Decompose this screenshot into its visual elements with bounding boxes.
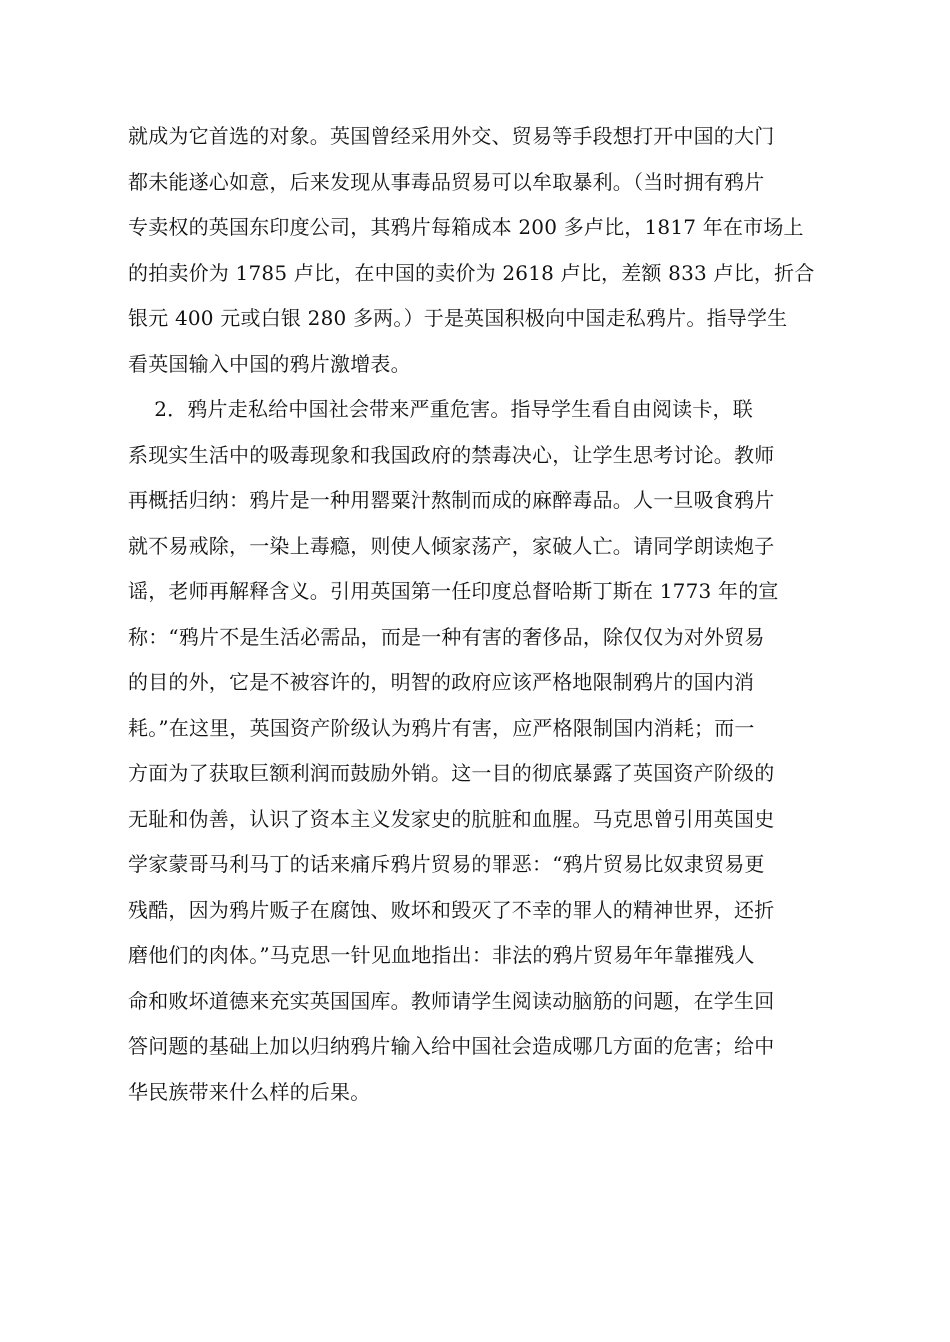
text-line: 命和败坏道德来充实英国国库。教师请学生阅读动脑筋的问题，在学生回 [128,988,775,1013]
text-line: 残酷，因为鸦片贩子在腐蚀、败坏和毁灭了不幸的罪人的精神世界，还折 [128,897,775,922]
text-line: 答问题的基础上加以归纳鸦片输入给中国社会造成哪几方面的危害；给中 [128,1034,775,1058]
text-line: 谣，老师再解释含义。引用英国第一任印度总督哈斯丁斯在 1773 年的宣 [128,579,779,603]
text-line: 银元 400 元或白银 280 多两。）于是英国积极向中国走私鸦片。指导学生 [128,306,788,330]
text-line: 称：“鸦片不是生活必需品，而是一种有害的奢侈品，除仅仅为对外贸易 [128,624,765,649]
text-line: 系现实生活中的吸毒现象和我国政府的禁毒决心，让学生思考讨论。教师 [128,442,775,467]
text-line: 磨他们的肉体。”马克思一针见血地指出：非法的鸦片贸易年年靠摧残人 [128,943,755,967]
text-line: 学家蒙哥马利马丁的话来痛斥鸦片贸易的罪恶：“鸦片贸易比奴隶贸易更 [128,852,765,876]
text-line: 的目的外，它是不被容许的，明智的政府应该严格地限制鸦片的国内消 [128,670,755,694]
text-line: 耗。”在这里，英国资产阶级认为鸦片有害，应严格限制国内消耗；而一 [128,715,755,740]
paragraph-start-line: 2．鸦片走私给中国社会带来严重危害。指导学生看自由阅读卡，联 [128,397,753,421]
text-line: 无耻和伪善，认识了资本主义发家史的肮脏和血腥。马克思曾引用英国史 [128,806,775,831]
text-line: 专卖权的英国东印度公司，其鸦片每箱成本 200 多卢比，1817 年在市场上 [128,215,804,239]
text-line: 的拍卖价为 1785 卢比，在中国的卖价为 2618 卢比，差额 833 卢比，折合 [128,260,815,285]
text-line: 方面为了获取巨额利润而鼓励外销。这一目的彻底暴露了英国资产阶级的 [128,761,775,785]
text-line: 都未能遂心如意，后来发现从事毒品贸易可以牟取暴利。（当时拥有鸦片 [128,169,765,194]
body-text [128,114,828,1115]
text-line: 华民族带来什么样的后果。 [128,1079,371,1104]
text-line: 就不易戒除，一染上毒瘾，则使人倾家荡产，家破人亡。请同学朗读炮子 [128,533,775,558]
text-line: 看英国输入中国的鸦片激增表。 [128,351,411,376]
text-line: 就成为它首选的对象。英国曾经采用外交、贸易等手段想打开中国的大门 [128,124,775,148]
text-line: 再概括归纳：鸦片是一种用罂粟汁熬制而成的麻醉毒品。人一旦吸食鸦片 [128,488,775,512]
